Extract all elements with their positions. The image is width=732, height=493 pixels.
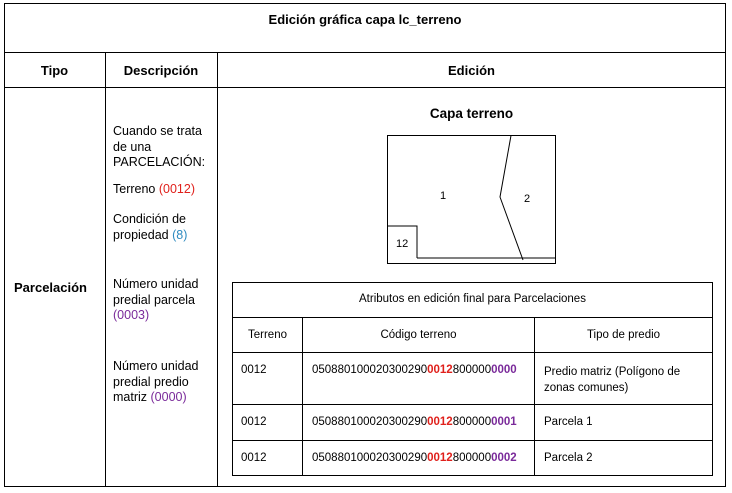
code-terreno: 0012 [427, 364, 453, 376]
num-matriz-line-2: predial predio [113, 374, 189, 389]
code-terreno: 0012 [427, 416, 453, 428]
descripcion-terreno [113, 182, 195, 198]
map-border [388, 136, 556, 264]
code-prefix: 050880100020300290 [312, 452, 428, 464]
tipo-line-2: zonas comunes) [544, 382, 629, 394]
table-row-3-tipo: Parcela 2 [544, 452, 593, 464]
attr-divider-row1 [233, 404, 712, 405]
condicion-line-1: Condición de [113, 212, 186, 226]
parcel-label-12: 12 [396, 238, 409, 250]
code-unidad: 0002 [491, 452, 517, 464]
condicion-line-2: propiedad [113, 227, 173, 242]
terreno-label: Terreno [113, 182, 159, 196]
code-unidad: 0001 [491, 416, 517, 428]
num-parcela-line-2: predial parcela [113, 292, 195, 307]
num-matriz-code: (0000) [150, 390, 187, 404]
code-mid: 800000 [452, 452, 492, 464]
table-row-3-codigo [312, 452, 517, 464]
attr-col-tipo: Tipo de predio [586, 329, 661, 341]
header-descripcion: Descripción [123, 63, 199, 78]
column-divider-2 [217, 52, 218, 487]
parcel-map [387, 135, 556, 264]
title-divider [4, 52, 726, 53]
descripcion-num-matriz [113, 359, 198, 406]
num-matriz-line-3: matriz [113, 390, 151, 404]
terreno-code: (0012) [158, 182, 195, 196]
parcel-label-1: 1 [440, 190, 447, 202]
tipo-value: Parcelación [14, 280, 87, 295]
tipo-line-1: Predio matriz (Polígono de [544, 366, 681, 378]
table-row-1-codigo [312, 364, 517, 376]
table-row-1-terreno: 0012 [241, 364, 267, 376]
table-row-2-codigo [312, 416, 517, 428]
descripcion-condicion [113, 212, 187, 243]
descripcion-num-parcela [113, 277, 198, 324]
attr-divider-row2 [233, 440, 712, 441]
attr-divider-header [233, 352, 712, 353]
table-row-2-terreno: 0012 [241, 416, 267, 428]
num-parcela-line-1: Número unidad [113, 277, 199, 291]
num-parcela-code: (0003) [113, 308, 150, 322]
attr-divider-title [233, 317, 712, 318]
attr-col-terreno: Terreno [248, 329, 287, 341]
descripcion-intro [113, 124, 205, 171]
code-prefix: 050880100020300290 [312, 364, 428, 376]
intro-line-3: PARCELACIÓN: [113, 155, 206, 169]
parcel-label-2: 2 [524, 193, 531, 205]
map-title: Capa terreno [429, 106, 514, 121]
code-mid: 800000 [452, 364, 492, 376]
condicion-code: (8) [172, 227, 188, 242]
intro-line-1: Cuando se trata [113, 124, 202, 138]
attributes-title: Atributos en edición final para Parcelaciones [359, 293, 586, 305]
header-edicion: Edición [448, 63, 495, 78]
num-matriz-line-1: Número unidad [113, 359, 199, 373]
attributes-table [232, 282, 713, 476]
header-tipo: Tipo [40, 63, 69, 78]
intro-line-2: de una [113, 139, 152, 154]
table-row-1-tipo [544, 364, 680, 396]
attr-col-codigo: Código terreno [380, 329, 457, 341]
parcel-divider-line [500, 136, 523, 261]
table-row-3-terreno: 0012 [241, 452, 267, 464]
code-prefix: 050880100020300290 [312, 416, 428, 428]
column-divider-1 [105, 52, 106, 487]
header-divider [4, 87, 726, 88]
table-row-2-tipo: Parcela 1 [544, 416, 593, 428]
code-terreno: 0012 [427, 452, 453, 464]
table-title: Edición gráfica capa lc_terreno [268, 12, 462, 27]
code-mid: 800000 [452, 416, 492, 428]
code-unidad: 0000 [491, 364, 517, 376]
